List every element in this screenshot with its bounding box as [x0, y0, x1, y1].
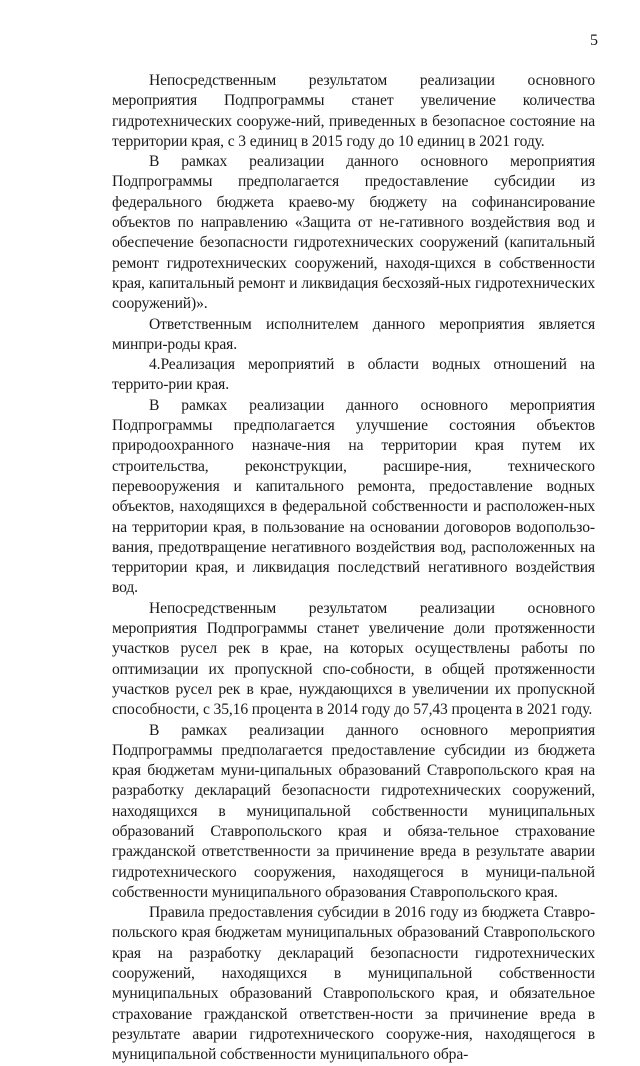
paragraph-environmental-objects: В рамках реализации данного основного мероприятия Подпрограммы предполагается улучшение состояния объектов природоохранного назначе-ния на территории края путем их строительства, реконструкции, расшире-ния, технического перевооружения и капитального ремонта, предоставление водных объектов, находящихся в федеральной собственности и расположен-ных на территории края, в пользование на основании договоров водопользо-вания, предотвращение негативного воздействия вод, расположенных на территории края, и ликвидация последствий негативного воздействия вод. [112, 396, 595, 597]
paragraph-federal-subsidy: В рамках реализации данного основного мероприятия Подпрограммы предполагается предоставление субсидии из федерального бюджета краево-му бюджету на софинансирование объектов по направлению «Защита от не-гативного воздействия вод и обеспечение безопасности гидротехнических сооружений (капитальный ремонт гидротехнических сооружений, находя-щихся в собственности края, капитальный ремонт и ликвидация бесхозяй-ных гидротехнических сооружений)». [112, 153, 595, 313]
paragraph-section-heading-water-relations: 4.Реализация мероприятий в области водных отношений на террито-рии края. [112, 356, 595, 394]
paragraph-result-riverbeds: Непосредственным результатом реализации основного мероприятия Подпрограммы станет увеличение доли протяженности участков русел рек в крае, на которых осуществлены работы по оптимизации их пропускной спо-собности, в общей протяженности участков русел рек в крае, нуждающихся в увеличении их пропускной способности, с 35,16 процента в 2014 году до 57,43 процента в 2021 году. [112, 599, 595, 719]
paragraph-responsible-executor: Ответственным исполнителем данного мероприятия является минпри-роды края. [112, 315, 595, 353]
page-number: 5 [590, 32, 598, 49]
document-body [112, 71, 595, 1066]
paragraph-subsidy-rules: Правила предоставления субсидии в 2016 году из бюджета Ставро-польского края бюджетам муниципальных образований Ставропольского края на разработку деклараций безопасности гидротехнических сооружений, находящихся в муниципальной собственности муниципальных образований Ставропольского края, и обязательное страхование гражданской ответствен-ности за причинение вреда в результате аварии гидротехнического сооруже-ния, находящегося в муниципальной собственности муниципального обра- [112, 904, 595, 1064]
paragraph-municipal-subsidy: В рамках реализации данного основного мероприятия Подпрограммы предполагается предоставление субсидии из бюджета края бюджетам муни-ципальных образований Ставропольского края на разработку деклараций безопасности гидротехнических сооружений, находящихся в муниципальной собственности муниципальных образований Ставропольского края и обяза-тельное страхование гражданской ответственности за причинение вреда в результате аварии гидротехнического сооружения, находящегося в муници-пальной собственности муниципального образования Ставропольского края. [112, 721, 595, 901]
paragraph-result-hydrotechnical: Непосредственным результатом реализации основного мероприятия Подпрограммы станет увеличение количества гидротехнических сооруже-ний, приведенных в безопасное состояние на территории края, с 3 единиц в 2015 году до 10 единиц в 2021 году. [112, 72, 595, 150]
